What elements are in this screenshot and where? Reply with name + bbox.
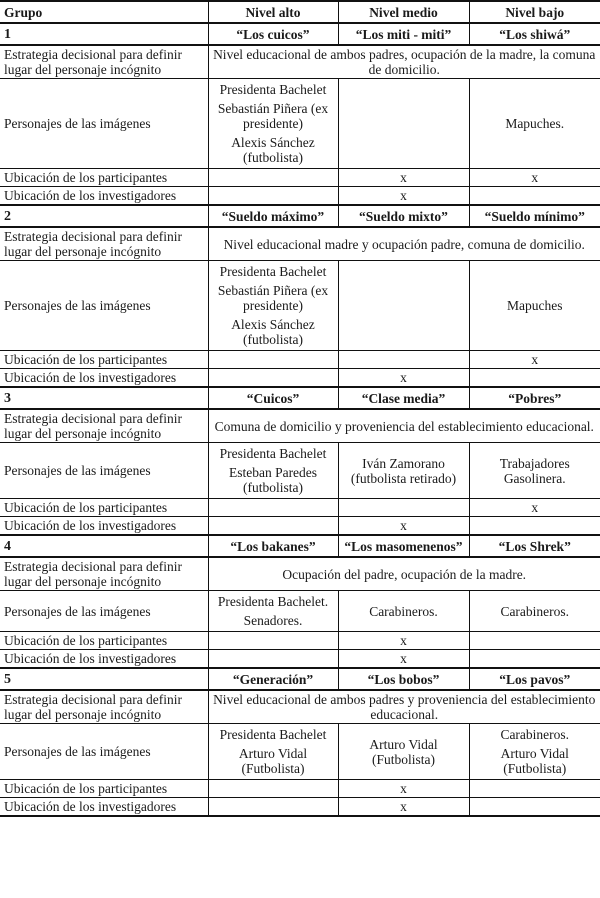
researchers-bajo [469, 798, 600, 817]
strategy-row [0, 557, 600, 591]
strategy-row [0, 45, 600, 79]
researchers-label: Ubicación de los investigadores [0, 650, 208, 669]
characters-alto [208, 79, 338, 169]
strategy-value: Nivel educacional madre y ocupación padre, comuna de domicilio. [208, 227, 600, 261]
group-title-row [0, 535, 600, 557]
characters-medio [338, 591, 469, 632]
researchers-row [0, 650, 600, 669]
strategy-value: Ocupación del padre, ocupación de la madre. [208, 557, 600, 591]
participants-alto [208, 351, 338, 369]
researchers-medio: x [338, 369, 469, 388]
character-name: Sebastián Piñera (ex presidente) [217, 101, 329, 131]
group-label-medio: “Los miti - miti” [338, 23, 469, 45]
character-name: Presidenta Bachelet [219, 264, 327, 279]
characters-label: Personajes de las imágenes [0, 79, 208, 169]
group-number: 2 [0, 205, 208, 227]
researchers-label: Ubicación de los investigadores [0, 369, 208, 388]
researchers-bajo [469, 187, 600, 206]
characters-row [0, 79, 600, 169]
participants-alto [208, 169, 338, 187]
header-row [0, 1, 600, 23]
group-title-row [0, 668, 600, 690]
characters-label: Personajes de las imágenes [0, 261, 208, 351]
participants-alto [208, 780, 338, 798]
participants-row [0, 499, 600, 517]
characters-medio [338, 79, 469, 169]
characters-medio [338, 724, 469, 780]
strategy-row [0, 690, 600, 724]
group-number: 4 [0, 535, 208, 557]
participants-row [0, 632, 600, 650]
characters-bajo [469, 79, 600, 169]
participants-bajo: x [469, 169, 600, 187]
character-name: Alexis Sánchez (futbolista) [231, 317, 315, 347]
group-number: 5 [0, 668, 208, 690]
character-name: Senadores. [243, 613, 303, 628]
strategy-label: Estrategia decisional para definir lugar del personaje incógnito [0, 227, 208, 261]
characters-label: Personajes de las imágenes [0, 724, 208, 780]
group-label-bajo: “Sueldo mínimo” [469, 205, 600, 227]
group-label-bajo: “Pobres” [469, 387, 600, 409]
researchers-bajo [469, 650, 600, 669]
character-name: Sebastián Piñera (ex presidente) [217, 283, 329, 313]
characters-medio [338, 443, 469, 499]
characters-row [0, 724, 600, 780]
researchers-medio: x [338, 798, 469, 817]
researchers-row [0, 369, 600, 388]
character-name: Alexis Sánchez (futbolista) [231, 135, 315, 165]
character-name: Arturo Vidal (Futbolista) [500, 746, 569, 776]
characters-row [0, 261, 600, 351]
participants-bajo: x [469, 499, 600, 517]
characters-bajo [469, 261, 600, 351]
participants-medio: x [338, 780, 469, 798]
strategy-value: Comuna de domicilio y proveniencia del establecimiento educacional. [208, 409, 600, 443]
character-name: Presidenta Bachelet. [217, 594, 329, 609]
character-name: Arturo Vidal (Futbolista) [238, 746, 308, 776]
characters-row [0, 443, 600, 499]
strategy-row [0, 227, 600, 261]
group-label-alto: “Cuicos” [208, 387, 338, 409]
characters-bajo [469, 591, 600, 632]
character-name: Trabajadores Gasolinera. [499, 455, 570, 486]
group-label-alto: “Sueldo máximo” [208, 205, 338, 227]
researchers-bajo [469, 517, 600, 536]
researchers-row [0, 798, 600, 817]
participants-bajo: x [469, 351, 600, 369]
characters-bajo [469, 724, 600, 780]
character-name: Esteban Paredes (futbolista) [228, 465, 318, 495]
group-label-medio: “Los bobos” [338, 668, 469, 690]
participants-label: Ubicación de los participantes [0, 351, 208, 369]
characters-alto [208, 591, 338, 632]
participants-label: Ubicación de los participantes [0, 169, 208, 187]
researchers-alto [208, 517, 338, 536]
characters-alto [208, 261, 338, 351]
strategy-label: Estrategia decisional para definir lugar del personaje incógnito [0, 409, 208, 443]
characters-medio [338, 261, 469, 351]
character-name: Mapuches. [505, 116, 565, 131]
participants-medio: x [338, 169, 469, 187]
group-title-row [0, 387, 600, 409]
characters-row [0, 591, 600, 632]
researchers-alto [208, 798, 338, 817]
researchers-alto [208, 650, 338, 669]
characters-label: Personajes de las imágenes [0, 443, 208, 499]
table-body [0, 1, 600, 816]
group-label-alto: “Generación” [208, 668, 338, 690]
participants-alto [208, 632, 338, 650]
participants-label: Ubicación de los participantes [0, 632, 208, 650]
characters-alto [208, 443, 338, 499]
group-title-row [0, 205, 600, 227]
participants-bajo [469, 632, 600, 650]
group-label-medio: “Los masomenenos” [338, 535, 469, 557]
researchers-alto [208, 187, 338, 206]
group-label-bajo: “Los pavos” [469, 668, 600, 690]
group-label-medio: “Sueldo mixto” [338, 205, 469, 227]
group-number: 1 [0, 23, 208, 45]
participants-bajo [469, 780, 600, 798]
participants-label: Ubicación de los participantes [0, 499, 208, 517]
group-title-row [0, 23, 600, 45]
participants-medio [338, 351, 469, 369]
researchers-medio: x [338, 187, 469, 206]
character-name: Iván Zamorano (futbolista retirado) [350, 455, 457, 486]
researchers-medio: x [338, 650, 469, 669]
researchers-row [0, 187, 600, 206]
participants-alto [208, 499, 338, 517]
characters-bajo [469, 443, 600, 499]
participants-label: Ubicación de los participantes [0, 780, 208, 798]
group-label-medio: “Clase media” [338, 387, 469, 409]
participants-medio: x [338, 632, 469, 650]
characters-alto [208, 724, 338, 780]
researchers-row [0, 517, 600, 536]
header-grupo: Grupo [0, 1, 208, 23]
researchers-alto [208, 369, 338, 388]
strategy-label: Estrategia decisional para definir lugar del personaje incógnito [0, 557, 208, 591]
header-nivel-alto: Nivel alto [208, 1, 338, 23]
strategy-row [0, 409, 600, 443]
participants-row [0, 169, 600, 187]
group-label-alto: “Los cuicos” [208, 23, 338, 45]
character-name: Presidenta Bachelet [219, 82, 327, 97]
group-label-alto: “Los bakanes” [208, 535, 338, 557]
header-nivel-medio: Nivel medio [338, 1, 469, 23]
participants-row [0, 351, 600, 369]
strategy-label: Estrategia decisional para definir lugar del personaje incógnito [0, 45, 208, 79]
header-nivel-bajo: Nivel bajo [469, 1, 600, 23]
researchers-medio: x [338, 517, 469, 536]
participants-medio [338, 499, 469, 517]
group-label-bajo: “Los Shrek” [469, 535, 600, 557]
character-name: Presidenta Bachelet [219, 446, 327, 461]
researchers-bajo [469, 369, 600, 388]
characters-label: Personajes de las imágenes [0, 591, 208, 632]
group-number: 3 [0, 387, 208, 409]
character-name: Carabineros. [500, 727, 570, 742]
character-name: Presidenta Bachelet [219, 727, 327, 742]
researchers-label: Ubicación de los investigadores [0, 798, 208, 817]
strategy-value: Nivel educacional de ambos padres y proveniencia del establecimiento educacional. [208, 690, 600, 724]
character-name: Carabineros. [369, 603, 438, 619]
researchers-label: Ubicación de los investigadores [0, 517, 208, 536]
character-name: Arturo Vidal (Futbolista) [369, 736, 438, 767]
participants-row [0, 780, 600, 798]
character-name: Carabineros. [500, 603, 570, 619]
researchers-label: Ubicación de los investigadores [0, 187, 208, 206]
strategy-label: Estrategia decisional para definir lugar del personaje incógnito [0, 690, 208, 724]
group-label-bajo: “Los shiwá” [469, 23, 600, 45]
strategy-value: Nivel educacional de ambos padres, ocupación de la madre, la comuna de domicilio. [208, 45, 600, 79]
character-name: Mapuches [507, 298, 563, 313]
